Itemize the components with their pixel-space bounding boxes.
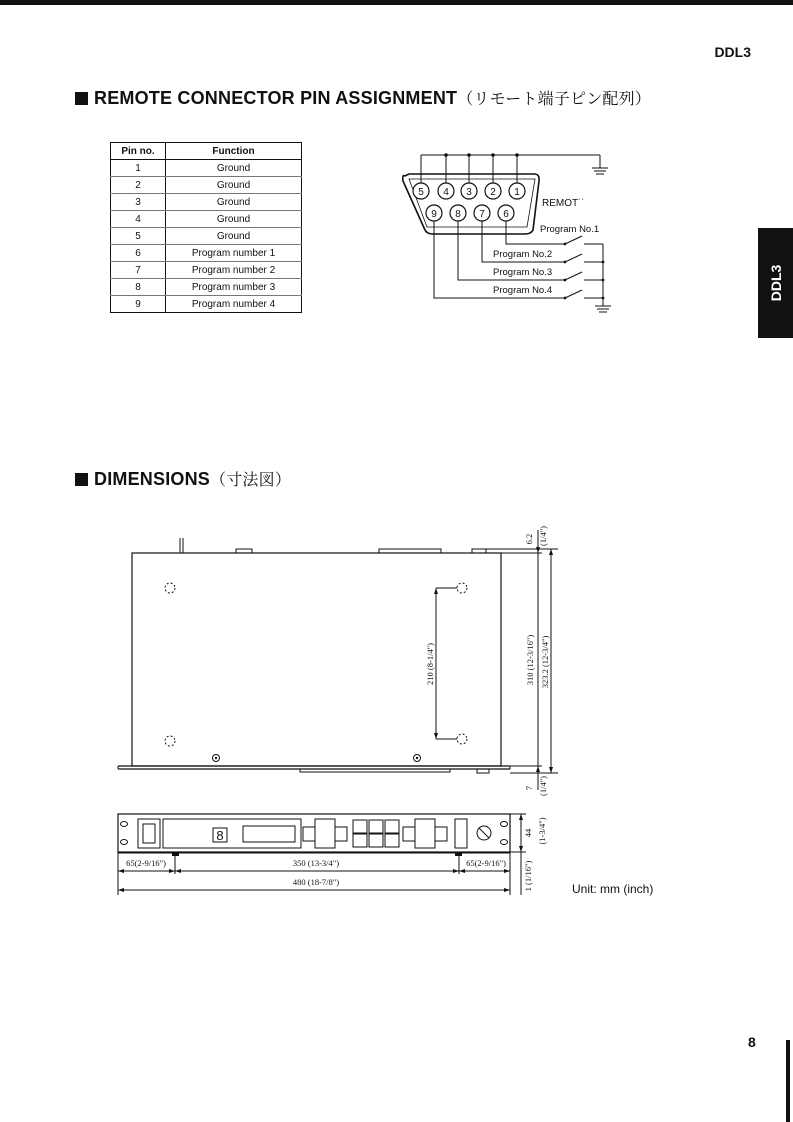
pin-function: Ground bbox=[166, 228, 302, 245]
program-label-3: Program No.3 bbox=[493, 267, 553, 278]
table-row bbox=[111, 177, 302, 194]
connector-label: REMOT˙˙ bbox=[542, 198, 585, 209]
pin-number: 8 bbox=[111, 279, 166, 296]
page-edge-mark bbox=[786, 1040, 790, 1122]
dim-left-margin: 65(2-9/16") bbox=[126, 858, 166, 868]
section-title-dimensions-text: DIMENSIONS bbox=[94, 469, 211, 489]
dim-center-width: 350 (13-3/4") bbox=[292, 858, 340, 868]
table-header-row bbox=[111, 143, 302, 160]
pin-number: 7 bbox=[111, 262, 166, 279]
program-label-1: Program No.1 bbox=[540, 224, 600, 235]
section-title-remote-text: REMOTE CONNECTOR PIN ASSIGNMENT bbox=[94, 88, 458, 108]
display-digit: 8 bbox=[216, 828, 224, 843]
dimension-drawing bbox=[110, 520, 560, 900]
column-header-pin: Pin no. bbox=[111, 143, 166, 160]
pin-number: 3 bbox=[111, 194, 166, 211]
connector-pin-6: 6 bbox=[503, 209, 509, 220]
dim-total-width: 480 (18-7/8") bbox=[292, 877, 340, 887]
section-title-dimensions-jp: （寸法図） bbox=[210, 470, 292, 489]
connector-pin-4: 4 bbox=[443, 187, 449, 198]
table-row bbox=[111, 160, 302, 177]
section-square-icon bbox=[75, 92, 88, 105]
dim-right-margin: 65(2-9/16") bbox=[466, 858, 506, 868]
dim-depth: 310 (12-3/16") bbox=[525, 634, 535, 686]
table-row bbox=[111, 245, 302, 262]
dim-height: 44 bbox=[523, 828, 533, 838]
section-title-dimensions bbox=[75, 467, 291, 490]
pin-number: 1 bbox=[111, 160, 166, 177]
pin-function: Ground bbox=[166, 160, 302, 177]
remote-connector-diagram bbox=[395, 145, 620, 320]
section-square-icon bbox=[75, 473, 88, 486]
pin-number: 6 bbox=[111, 245, 166, 262]
page-number: 8 bbox=[748, 1034, 756, 1050]
section-title-remote bbox=[75, 86, 651, 109]
pin-number: 5 bbox=[111, 228, 166, 245]
pin-assignment-table bbox=[110, 142, 302, 313]
top-view-body bbox=[132, 553, 501, 766]
table-row bbox=[111, 194, 302, 211]
table-row bbox=[111, 211, 302, 228]
table-row bbox=[111, 228, 302, 245]
connector-pin-1: 1 bbox=[514, 187, 520, 198]
dim-height-inch: (1-3/4") bbox=[537, 817, 547, 845]
pin-number: 9 bbox=[111, 296, 166, 313]
table-row bbox=[111, 262, 302, 279]
column-header-function: Function bbox=[166, 143, 302, 160]
pin-function: Ground bbox=[166, 194, 302, 211]
connector-pin-7: 7 bbox=[479, 209, 485, 220]
pin-number: 4 bbox=[111, 211, 166, 228]
dim-top-offset-inch: (1/4") bbox=[538, 526, 548, 546]
program-label-2: Program No.2 bbox=[493, 249, 553, 260]
connector-pin-9: 9 bbox=[431, 209, 437, 220]
pin-function: Program number 2 bbox=[166, 262, 302, 279]
pin-function: Program number 1 bbox=[166, 245, 302, 262]
pin-function: Program number 4 bbox=[166, 296, 302, 313]
program-label-4: Program No.4 bbox=[493, 285, 553, 296]
side-tab-label: DDL3 bbox=[767, 264, 784, 302]
dim-bottom-offset-inch: (1/4") bbox=[538, 776, 548, 796]
side-tab bbox=[758, 228, 793, 338]
connector-pin-2: 2 bbox=[490, 187, 496, 198]
section-title-remote-jp: （リモート端子ピン配列） bbox=[457, 89, 651, 108]
unit-label: Unit: mm (inch) bbox=[572, 882, 654, 896]
connector-pin-3: 3 bbox=[466, 187, 472, 198]
pin-function: Ground bbox=[166, 177, 302, 194]
table-row bbox=[111, 296, 302, 313]
pin-number: 2 bbox=[111, 177, 166, 194]
dim-depth-total: 323.2 (12-3/4") bbox=[540, 635, 550, 689]
pin-function: Program number 3 bbox=[166, 279, 302, 296]
top-border bbox=[0, 0, 793, 5]
dim-top-offset: 6.2 bbox=[524, 533, 534, 545]
header-model: DDL3 bbox=[714, 44, 751, 60]
connector-pin-8: 8 bbox=[455, 209, 461, 220]
dim-foot: 1 (1/16") bbox=[523, 860, 533, 892]
table-row bbox=[111, 279, 302, 296]
front-panel bbox=[118, 814, 510, 852]
connector-pin-5: 5 bbox=[418, 187, 424, 198]
dim-hole-spacing: 210 (8-1/4") bbox=[425, 643, 435, 685]
dim-bottom-offset: 7 bbox=[524, 785, 534, 791]
pin-function: Ground bbox=[166, 211, 302, 228]
